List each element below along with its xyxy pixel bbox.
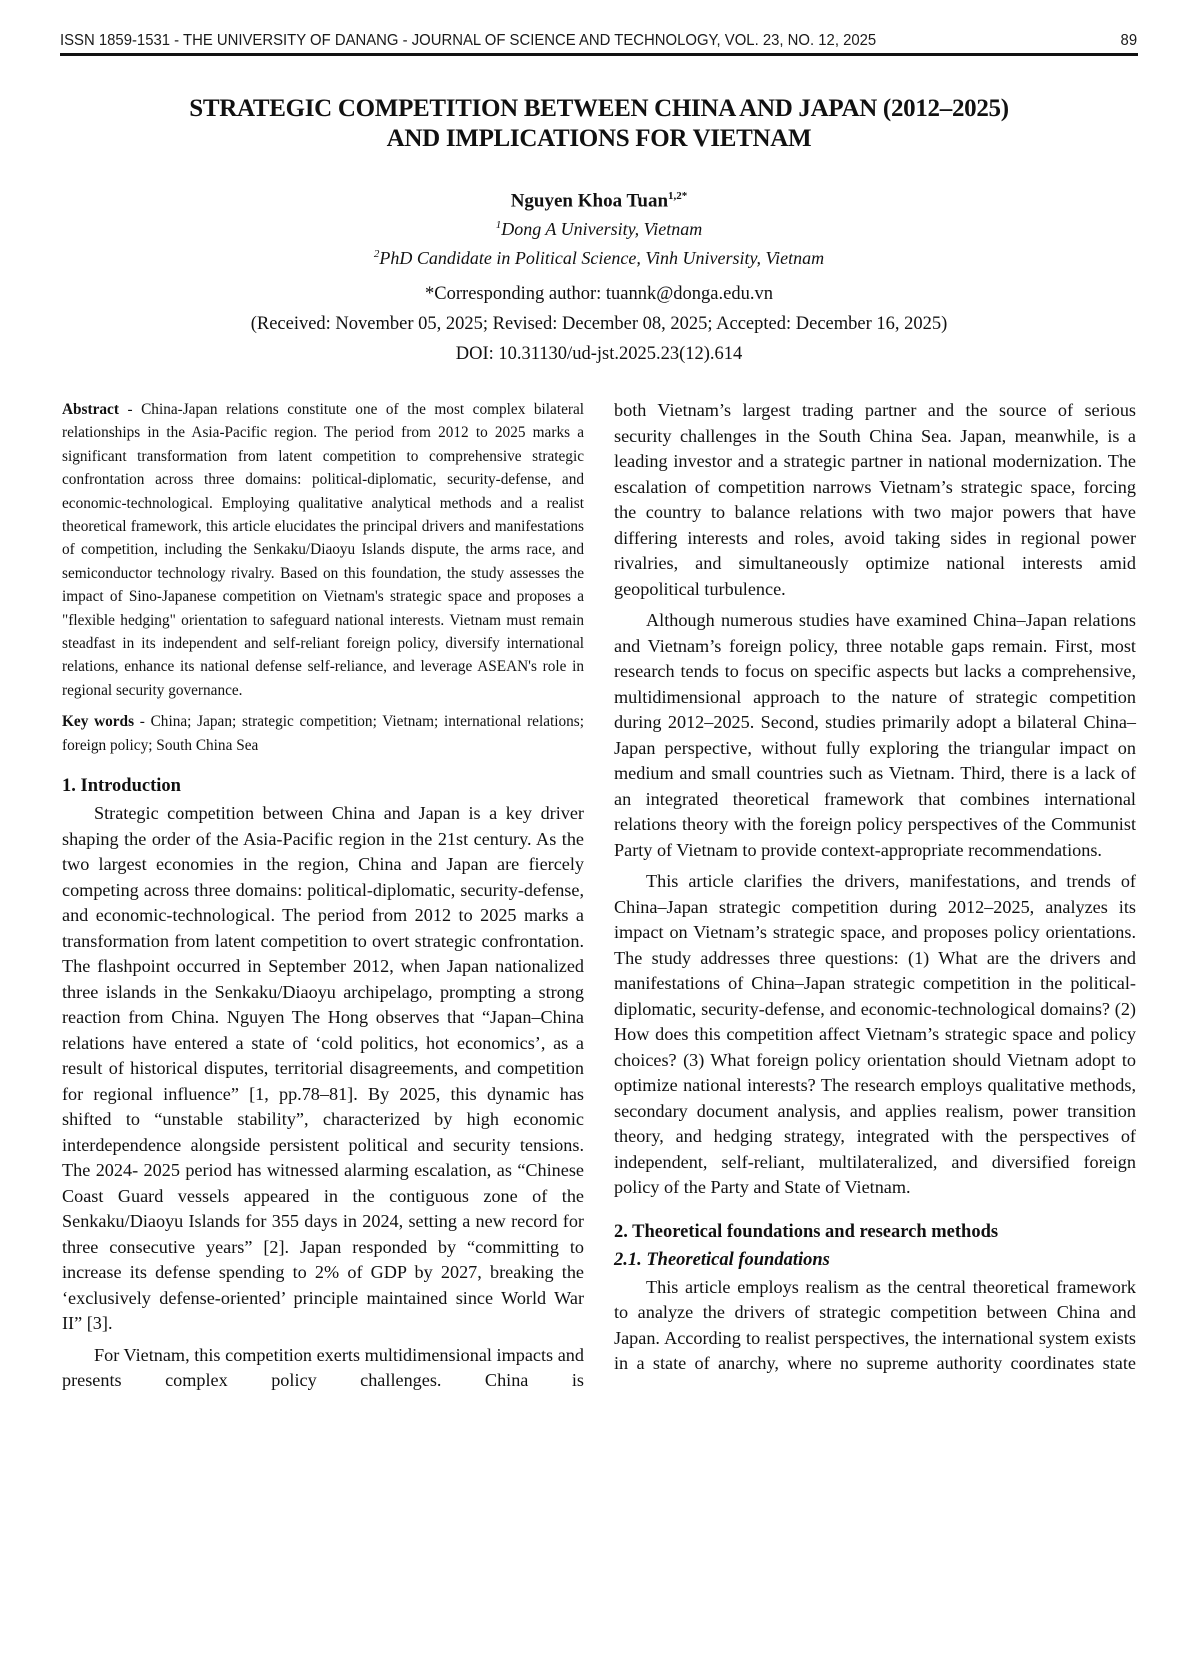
abstract-label: Abstract — [62, 401, 119, 418]
abstract-paragraph — [62, 398, 584, 702]
author-line — [60, 184, 1138, 213]
abstract-text: China-Japan relations constitute one of the most complex bilateral relationships in the Asia-Pacific region. The period from 2012 to 2025 marks a significant transformation from latent competition to comprehensive strategic confrontation across three domains: political-diplomatic, security-defense, and economic-technological. Employing qualitative analytical methods and a realist theoretical framework, this article elucidates the principal drivers and manifestations of competition, including the Senkaku/Diaoyu Islands dispute, the arms race, and semiconductor technology rivalry. Based on this foundation, the study assesses the impact of Sino-Japanese competition on Vietnam's strategic space and proposes a "flexible hedging" orientation to safeguard national interests. Vietnam must remain steadfast in its independent and self-reliant foreign policy, diversify international relations, enhance its national defense self-reliance, and leverage ASEAN's role in regional security governance. — [62, 401, 584, 699]
intro-paragraph-4: This article clarifies the drivers, manifestations, and trends of China–Japan strategic competition during 2012–2025, analyzes its impact on Vietnam’s strategic space, and proposes policy orientations. The study addresses three questions: (1) What are the drivers and manifestations of China–Japan strategic competition in the political-diplomatic, security-defense, and economic-technological domains? (2) How does this competition affect Vietnam’s strategic space and policy choices? (3) What foreign policy orientation should Vietnam adopt to optimize national interests? The research employs qualitative methods, secondary document analysis, and applies realism, power transition theory, and hedging strategy, integrated with the perspectives of independent, self-reliant, multilateralized, and diversified foreign policy of the Party and State of Vietnam. — [614, 871, 1136, 1197]
intro-paragraph-1: Strategic competition between China and Japan is a key driver shaping the order of the Asia-Pacific region in the 21st century. As the two largest economies in the region, China and Japan are fiercely competing across three domains: political-diplomatic, security-defense, and economic-technological. The period from 2012 to 2025 marks a transformation from latent competition to overt strategic confrontation. The flashpoint occurred in September 2012, when Japan nationalized three islands in the Senkaku/Diaoyu archipelago, prompting a strong reaction from China. Nguyen The Hong observes that “Japan–China relations have entered a state of ‘cold politics, hot economics’, as a result of historical disputes, territorial disagreements, and competition for regional influence” [1, pp.78–81]. By 2025, this dynamic has shifted to “unstable stability”, characterized by high economic interdependence alongside persistent political and security tensions. The 2024- 2025 period has witnessed alarming escalation, as “Chinese Coast Guard vessels appeared in the contiguous zone of the Senkaku/Diaoyu Islands for 355 days in 2024, setting a new record for three consecutive years” [2]. Japan responded by “committing to increase its defense spending to 2% of GDP by 2027, breaking the ‘exclusively defense-oriented’ principle maintained since World War II” [3]. — [62, 803, 584, 1334]
theory-paragraph-1: This article employs realism as the central theoretical framework to analyze the drivers of strategic competition between China and Japan. According to realist perspectives, the international system exists in a state of anarchy, where no supreme authority coordinates state — [614, 1276, 1136, 1373]
section-heading-introduction: 1. Introduction — [62, 776, 181, 797]
abstract-block — [62, 398, 584, 757]
abstract-separator: - — [118, 401, 142, 418]
affiliation-2-sup: 2 — [373, 248, 380, 261]
affiliation-1-sup: 1 — [495, 219, 502, 232]
submission-dates: (Received: November 05, 2025; Revised: December 08, 2025; Accepted: December 16, 2025) — [250, 314, 948, 335]
keywords-label: Key words — [62, 713, 135, 731]
article-title — [60, 94, 1138, 154]
doi: DOI: 10.31130/ud-jst.2025.23(12).614 — [455, 344, 743, 365]
journal-running-title: ISSN 1859-1531 - THE UNIVERSITY OF DANANG - JOURNAL OF SCIENCE AND TECHNOLOGY, VOL. 23, NO. 12, 2025 — [60, 32, 877, 49]
title-line-2: AND IMPLICATIONS FOR VIETNAM — [386, 125, 812, 152]
author-name: Nguyen Khoa Tuan — [510, 190, 669, 212]
subsection-heading-theoretical-foundations: 2.1. Theoretical foundations — [614, 1249, 830, 1270]
section-heading-theory: 2. Theoretical foundations and research methods — [614, 1221, 999, 1242]
header-rule — [60, 53, 1138, 56]
left-column — [62, 398, 584, 1394]
affiliation-1-text: Dong A University, Vietnam — [501, 219, 703, 240]
affiliation-2 — [60, 242, 1138, 271]
keywords-text: China; Japan; strategic competition; Vietnam; international relations; foreign policy; South China Sea — [62, 713, 585, 754]
affiliation-1 — [60, 213, 1138, 242]
title-line-1: STRATEGIC COMPETITION BETWEEN CHINA AND JAPAN (2012–2025) — [189, 95, 1009, 122]
title-block — [60, 94, 1138, 369]
intro-paragraph-3: Although numerous studies have examined China–Japan relations and Vietnam’s foreign policy, three notable gaps remain. First, most research tends to focus on specific aspects but lacks a comprehensive, multidimensional approach to the nature of strategic competition during 2012–2025. Second, studies primarily adopt a bilateral China–Japan perspective, without fully exploring the triangular impact on medium and small countries such as Vietnam. Third, there is a lack of an integrated theoretical framework that combines international relations theory with the foreign policy perspectives of the Communist Party of Vietnam to provide context-appropriate recommendations. — [614, 610, 1136, 860]
affiliation-2-text: PhD Candidate in Political Science, Vinh University, Vietnam — [379, 248, 825, 269]
author-superscript: 1,2* — [668, 190, 688, 202]
corresponding-author: *Corresponding author: tuannk@donga.edu.vn — [425, 284, 773, 305]
right-column — [614, 398, 1136, 1377]
intro-paragraph-2-start: For Vietnam, this competition exerts multidimensional impacts and presents complex policy challenges. China is — [62, 1344, 584, 1391]
keywords-paragraph — [62, 710, 584, 757]
running-header — [60, 32, 1137, 50]
page-number: 89 — [1120, 32, 1138, 49]
keywords-separator: - — [134, 713, 151, 731]
intro-paragraph-2-cont: both Vietnam’s largest trading partner and the source of serious security challenges in the South China Sea. Japan, meanwhile, is a leading investor and a strategic partner in national modernization. The escalation of competition narrows Vietnam’s strategic space, forcing the country to balance relations with two major powers that have differing interests and roles, avoid taking sides in regional power rivalries, and simultaneously optimize national interests amid geopolitical turbulence. — [614, 400, 1136, 599]
